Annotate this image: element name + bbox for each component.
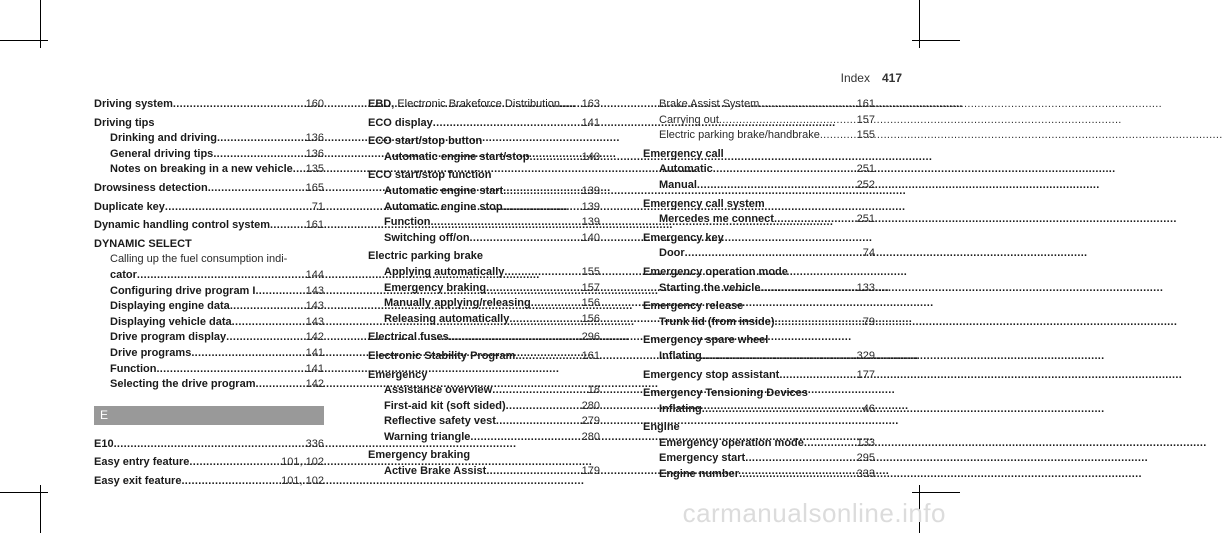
crop-mark [0, 492, 48, 493]
crop-mark [912, 492, 960, 493]
leader-dots [226, 330, 302, 346]
page-ref: 161 [305, 219, 324, 232]
entry-term: Emergency braking [368, 449, 471, 462]
entry-term: Emergency release [643, 300, 744, 313]
entry-term: Electrical fuses [368, 331, 449, 344]
sub-term: Active Brake Assist [384, 465, 487, 478]
sub-entry [368, 399, 600, 415]
leader-dots [779, 368, 853, 384]
page-ref: 295 [856, 452, 875, 465]
entry-term: Easy entry feature [94, 456, 190, 469]
leader-dots [774, 212, 854, 228]
sub-entry [368, 312, 600, 328]
page-ref: 136 [305, 132, 324, 145]
page-ref: 156 [581, 312, 600, 325]
sub-term-line: Calling up the fuel consumption indi- [110, 253, 288, 266]
page-ref: 139 [581, 184, 600, 197]
sub-entry [94, 315, 324, 331]
entry-term: Driving tips [94, 116, 155, 129]
sub-term: Brake Assist System [659, 98, 760, 110]
sub-entry [94, 362, 324, 378]
sub-entry [368, 231, 600, 247]
leader-dots [213, 147, 302, 163]
index-entry [368, 134, 600, 165]
leader-dots [217, 131, 303, 147]
entry-term: E10 [94, 437, 114, 450]
leader-dots [433, 116, 579, 132]
index-entry [643, 299, 875, 330]
leader-dots [137, 268, 303, 284]
sub-term: Switching off/on [384, 231, 470, 244]
page-ref: 157 [581, 281, 600, 294]
leader-dots [255, 377, 302, 393]
leader-dots [114, 437, 303, 453]
entry-term: Easy exit feature [94, 474, 182, 487]
entry-term-rest: Electronic Brakeforce Distribution [394, 98, 560, 110]
index-entry [643, 197, 875, 228]
sub-term: Displaying vehicle data [110, 315, 232, 328]
index-entry [643, 333, 875, 364]
sub-term: Drive programs [110, 346, 192, 359]
watermark: carmanualsonline.info [682, 498, 946, 528]
page-ref: 140 [581, 150, 600, 163]
index-entry [94, 116, 324, 178]
sub-term: Manually applying/releasing [384, 297, 531, 310]
leader-dots [506, 399, 579, 415]
leader-dots [775, 315, 860, 331]
leader-dots [503, 200, 579, 216]
leader-dots [745, 451, 853, 467]
sub-term: Reflective safety vest [384, 415, 496, 428]
sub-term: Inflating [659, 402, 702, 415]
page-ref: 329 [856, 349, 875, 362]
sub-term: Releasing automatically [384, 312, 510, 325]
leader-dots [713, 162, 854, 178]
page-ref: 133 [856, 281, 875, 294]
leader-dots [503, 184, 578, 200]
sub-entry [368, 296, 600, 312]
sub-term: Carrying out [659, 113, 719, 126]
sub-term: Emergency operation mode [659, 436, 804, 449]
page-ref: 336 [305, 437, 324, 450]
leader-dots [496, 414, 579, 430]
sub-entry [643, 281, 875, 297]
leader-dots [270, 218, 303, 234]
page-ref: 141 [581, 116, 600, 129]
leader-dots [719, 113, 854, 129]
index-entry [94, 474, 324, 490]
leader-dots [293, 162, 303, 178]
sub-term: General driving tips [110, 147, 214, 160]
index-entry [94, 455, 324, 471]
index-entry [368, 97, 600, 113]
leader-dots [232, 315, 303, 331]
entry-term-bold: EBD, [368, 98, 395, 110]
index-entry [94, 181, 324, 197]
crop-mark [912, 40, 960, 41]
sub-entry [368, 281, 600, 297]
sub-entry [643, 162, 875, 178]
page-ref: 71 [311, 200, 324, 213]
page-ref: 74 [862, 247, 875, 260]
index-column-1 [94, 97, 324, 492]
page-ref: 144 [305, 268, 324, 281]
leader-dots [560, 97, 579, 113]
sub-term: Trunk lid (from inside) [659, 315, 775, 328]
index-entry [643, 231, 875, 262]
entry-term: ECO display [368, 116, 433, 129]
sub-entry [368, 184, 600, 200]
page-ref: 143 [305, 284, 324, 297]
page-ref: 143 [305, 300, 324, 313]
sub-term: cator [110, 268, 137, 281]
page-ref: 296 [581, 331, 600, 344]
sub-term: Drive program display [110, 331, 227, 344]
page-ref: 136 [305, 147, 324, 160]
index-column-2 [368, 97, 600, 483]
page-ref: 251 [856, 213, 875, 226]
page-ref: 18 [587, 384, 600, 397]
sub-term: Automatic [659, 163, 713, 176]
section-letter-bar: E [94, 406, 324, 425]
entry-term [368, 97, 560, 113]
page-ref: 165 [305, 181, 324, 194]
sub-entry [643, 451, 875, 467]
sub-term: Notes on breaking in a new vehicle [110, 163, 293, 176]
leader-dots [509, 312, 578, 328]
page-ref: 177 [856, 368, 875, 381]
entry-term: Electronic Stability Program [368, 349, 516, 362]
leader-dots [430, 215, 578, 231]
page-ref: 161 [856, 98, 875, 110]
index-entry [643, 420, 875, 482]
continued-entries [643, 97, 875, 144]
sub-entry [368, 215, 600, 231]
sub-term: Warning triangle [384, 430, 471, 443]
sub-entry [643, 113, 875, 129]
leader-dots [531, 296, 579, 312]
sub-entry [94, 346, 324, 362]
sub-entry [94, 284, 324, 300]
page-number: 417 [881, 71, 902, 85]
sub-term: Function [384, 216, 431, 229]
page-ref: 133 [856, 436, 875, 449]
sub-entry [368, 150, 600, 166]
page-ref: 161 [581, 349, 600, 362]
sub-term: Emergency braking [384, 281, 487, 294]
index-entry [368, 168, 600, 246]
index-entry [368, 116, 600, 132]
leader-dots [191, 346, 302, 362]
section-title: Index [840, 71, 870, 85]
sub-entry [94, 131, 324, 147]
sub-entry [368, 430, 600, 446]
index-entry [368, 349, 600, 365]
leader-dots [820, 128, 854, 144]
sub-term: Automatic engine stop [384, 200, 503, 213]
index-entry [643, 147, 875, 194]
page-ref: 101, 102 [281, 456, 324, 469]
sub-term: Emergency start [659, 452, 746, 465]
index-entry [368, 368, 600, 446]
entry-term: Emergency Tensioning Devices [643, 387, 808, 400]
sub-entry [368, 414, 600, 430]
leader-dots [230, 299, 303, 315]
sub-term: Mercedes me connect [659, 213, 774, 226]
leader-dots [208, 181, 303, 197]
sub-term: Applying automatically [384, 265, 505, 278]
leader-dots [486, 464, 578, 480]
sub-term: Automatic engine start [384, 184, 504, 197]
sub-entry [94, 330, 324, 346]
index-entry [368, 249, 600, 327]
leader-dots [255, 284, 302, 300]
page-ref: 251 [856, 163, 875, 176]
sub-term: Electric parking brake/handbrake [659, 129, 820, 142]
entry-term: Emergency operation mode [643, 265, 788, 278]
entry-term: Duplicate key [94, 200, 165, 213]
page-header [841, 71, 902, 85]
sub-entry [368, 383, 600, 399]
sub-term: Selecting the drive program [110, 378, 256, 391]
sub-term: Engine number [659, 468, 740, 481]
entry-term: Emergency stop assistant [643, 368, 780, 381]
entry-term: ECO start/stop button [368, 135, 483, 148]
page-ref: 156 [581, 297, 600, 310]
page-ref: 155 [856, 129, 875, 142]
entry-term: Drowsiness detection [94, 181, 208, 194]
sub-entry [94, 268, 324, 284]
index-entry [94, 200, 324, 216]
index-entry [94, 237, 324, 393]
entry-term: Dynamic handling control system [94, 219, 271, 232]
leader-dots [173, 97, 303, 113]
leader-dots [504, 265, 578, 281]
sub-entry [643, 349, 875, 365]
index-entry [643, 386, 875, 417]
leader-dots [697, 178, 854, 194]
sub-entry [643, 436, 875, 452]
page-ref: 252 [856, 178, 875, 191]
page-ref: 333 [856, 468, 875, 481]
page-ref: 155 [581, 265, 600, 278]
page-ref: 139 [581, 216, 600, 229]
sub-term: Manual [659, 178, 697, 191]
sub-entry [643, 128, 875, 144]
leader-dots [702, 349, 854, 365]
sub-term: Starting the vehicle [659, 281, 761, 294]
page-ref: 160 [305, 98, 324, 110]
sub-entry [643, 402, 875, 418]
page-ref: 280 [581, 430, 600, 443]
entry-term: Emergency call system [643, 197, 765, 210]
leader-dots [529, 150, 578, 166]
sub-entry [643, 315, 875, 331]
sub-term: Door [659, 247, 685, 260]
sub-entry [94, 377, 324, 393]
index-entry [368, 448, 600, 479]
entry-term: ECO start/stop function [368, 169, 492, 182]
leader-dots [702, 402, 860, 418]
page-ref: 142 [305, 331, 324, 344]
sub-term: Displaying engine data [110, 300, 230, 313]
leader-dots [486, 281, 579, 297]
sub-entry [643, 246, 875, 262]
page-ref: 135 [305, 163, 324, 176]
index-entry [368, 330, 600, 346]
leader-dots [449, 330, 579, 346]
index-entry [643, 368, 875, 384]
entry-term: Emergency key [643, 231, 724, 244]
leader-dots [515, 349, 578, 365]
page-ref: 101, 102 [281, 474, 324, 487]
page-ref: 280 [581, 399, 600, 412]
entry-term: Emergency [368, 368, 428, 381]
leader-dots [685, 246, 860, 262]
leader-dots [759, 97, 853, 113]
sub-term: First-aid kit (soft sided) [384, 399, 506, 412]
leader-dots [739, 467, 854, 483]
sub-term: Drinking and driving [110, 132, 217, 145]
entry-term: Electric parking brake [368, 250, 483, 263]
index-entry [94, 437, 324, 453]
sub-entry [368, 265, 600, 281]
sub-entry [94, 147, 324, 163]
sub-term: Function [110, 362, 157, 375]
leader-dots [156, 362, 302, 378]
index-entry [94, 97, 324, 113]
leader-dots [181, 474, 278, 490]
page-ref: 142 [305, 378, 324, 391]
sub-term: Inflating [659, 349, 702, 362]
sub-entry [643, 178, 875, 194]
crop-mark [0, 40, 48, 41]
page-ref: 141 [305, 346, 324, 359]
sub-entry [643, 97, 875, 113]
sub-term: Automatic engine start/stop [384, 150, 530, 163]
page-ref: 140 [581, 231, 600, 244]
sub-entry [643, 212, 875, 228]
page-ref: 141 [305, 362, 324, 375]
leader-dots [470, 430, 578, 446]
page-ref: 139 [581, 200, 600, 213]
index-column-3 [643, 97, 875, 486]
entry-term: DYNAMIC SELECT [94, 237, 192, 250]
leader-dots [492, 383, 585, 399]
entry-term: Engine [643, 421, 680, 434]
page-ref: 279 [581, 415, 600, 428]
sub-term: Configuring drive program I [110, 284, 256, 297]
sub-entry [94, 299, 324, 315]
index-entry [643, 265, 875, 296]
entry-term: Driving system [94, 98, 173, 110]
leader-dots [760, 281, 853, 297]
sub-entry [368, 200, 600, 216]
sub-term: Assistance overview [384, 384, 493, 397]
page-ref: 46 [862, 402, 875, 415]
page-ref: 143 [305, 315, 324, 328]
sub-entry [643, 467, 875, 483]
sub-entry [94, 162, 324, 178]
index-entry [94, 218, 324, 234]
page-ref: 163 [581, 98, 600, 110]
entry-term: Emergency spare wheel [643, 334, 769, 347]
sub-entry [368, 464, 600, 480]
leader-dots [165, 200, 309, 216]
page-ref: 179 [581, 465, 600, 478]
leader-dots [470, 231, 579, 247]
entry-term: Emergency call [643, 147, 724, 160]
page-ref: 79 [862, 315, 875, 328]
leader-dots [189, 455, 278, 471]
leader-dots [804, 436, 854, 452]
page-ref: 157 [856, 113, 875, 126]
